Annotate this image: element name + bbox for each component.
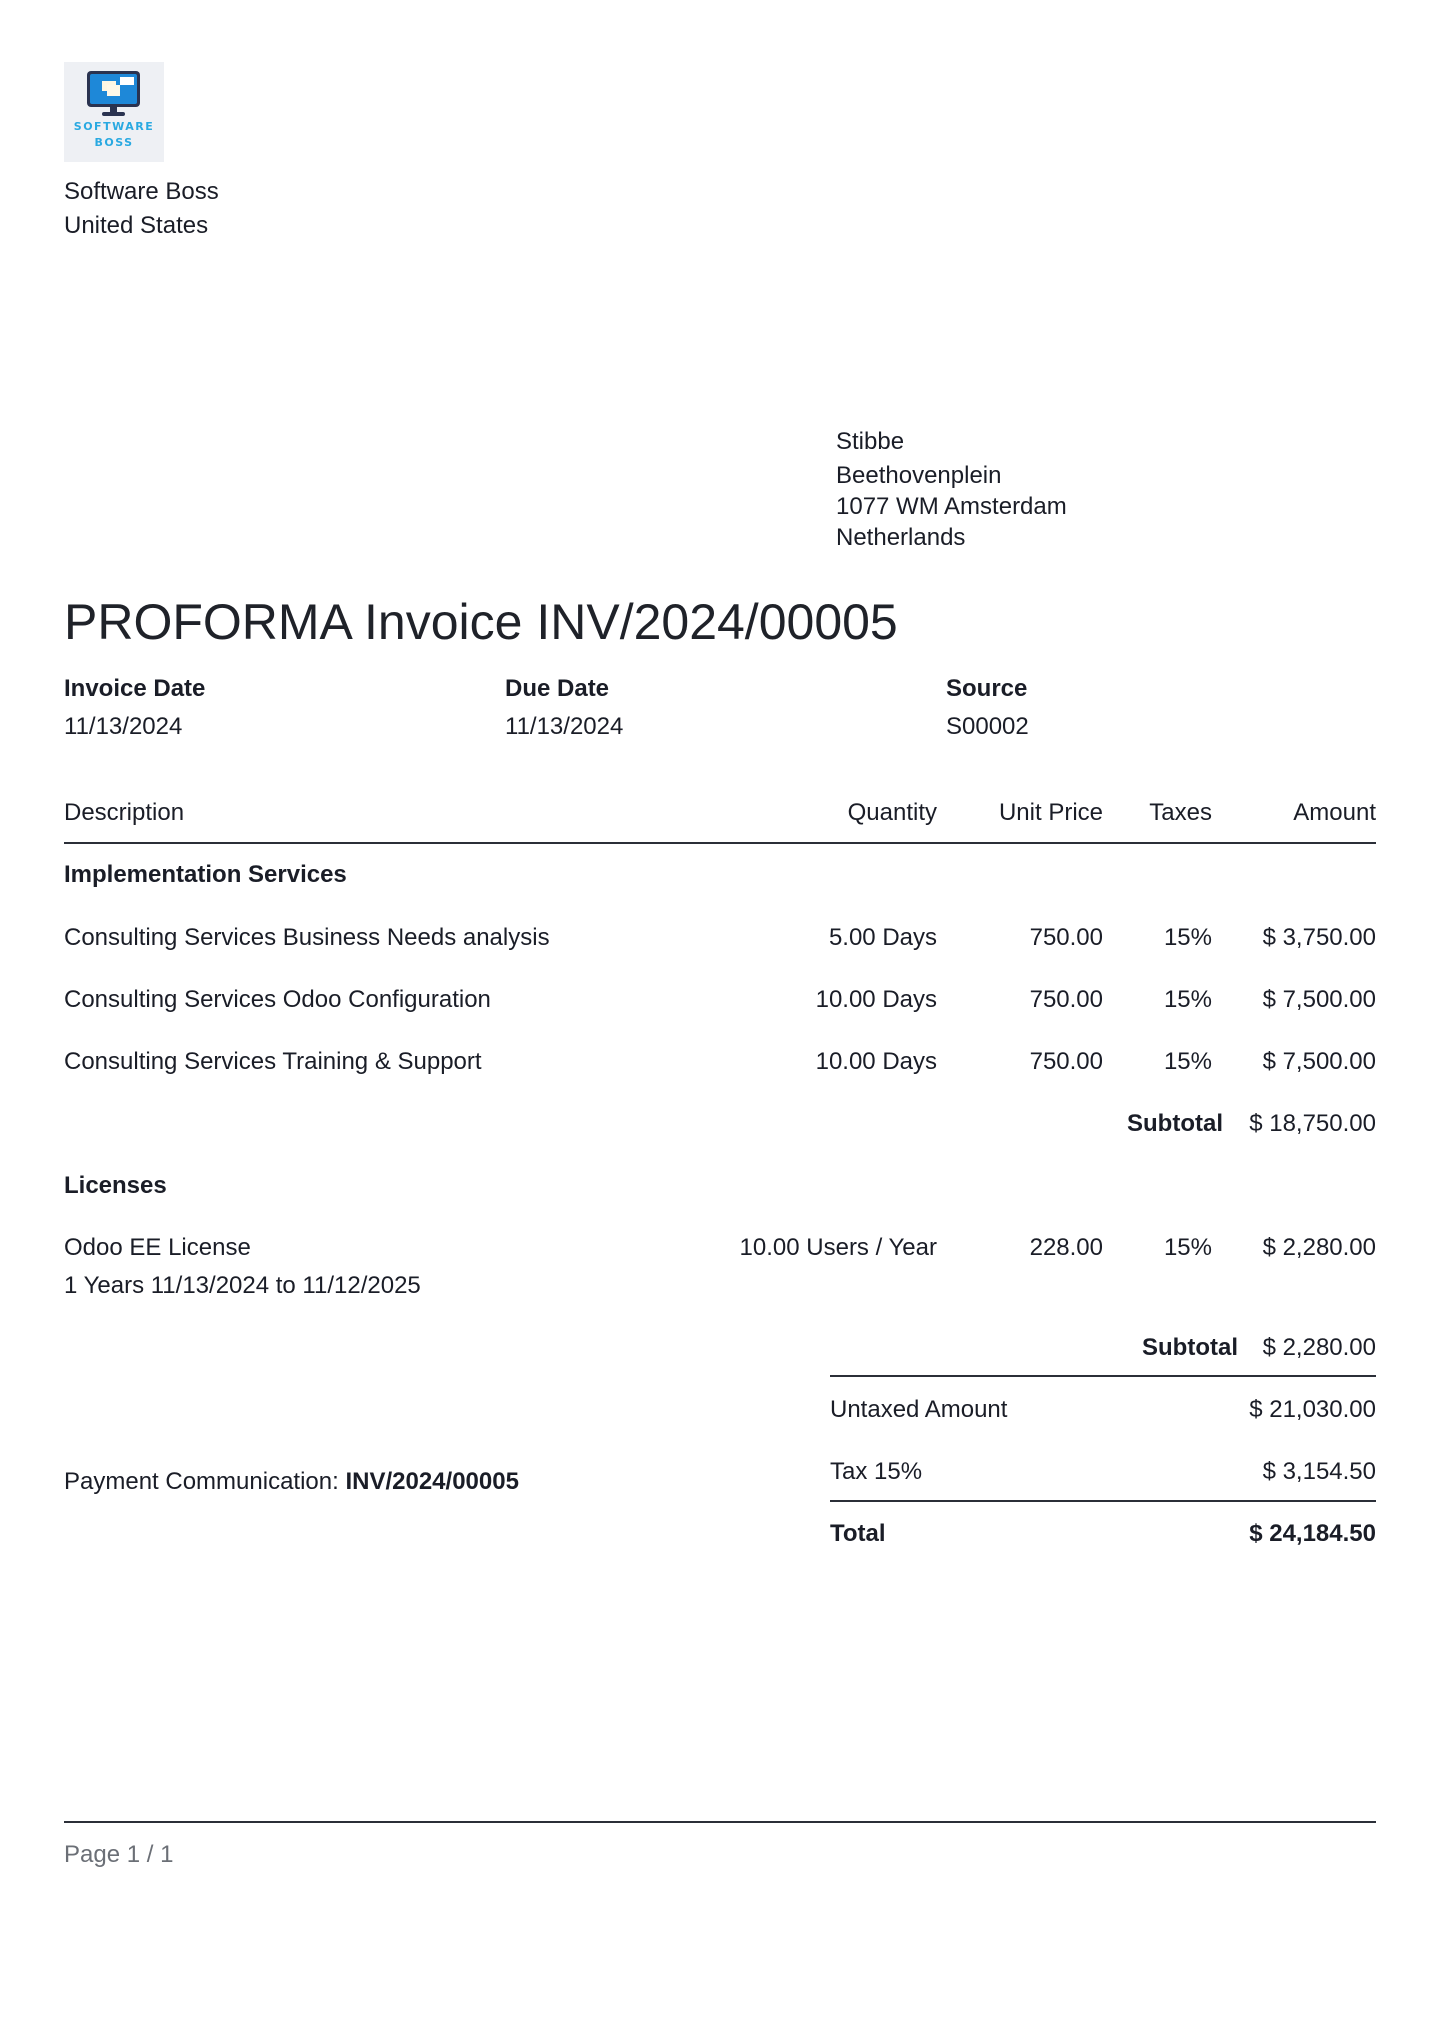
line-quantity: 10.00 Days xyxy=(815,986,937,1013)
invoice-date-label: Invoice Date xyxy=(64,675,206,702)
section-title: Licenses xyxy=(64,1172,167,1199)
line-amount: $ 2,280.00 xyxy=(1262,1234,1376,1261)
header-unit-price: Unit Price xyxy=(998,799,1103,826)
tax-label: Tax 15% xyxy=(830,1458,923,1485)
page-title: PROFORMA Invoice INV/2024/00005 xyxy=(64,594,898,650)
invoice-date-value: 11/13/2024 xyxy=(64,713,183,740)
company-name: Software Boss xyxy=(64,178,219,205)
header-taxes: Taxes xyxy=(1149,799,1212,826)
subtotal-label: Subtotal xyxy=(1142,1334,1238,1361)
customer-city: 1077 WM Amsterdam xyxy=(836,493,1067,520)
total-divider xyxy=(830,1500,1376,1502)
line-unit-price: 750.00 xyxy=(1029,986,1103,1013)
total-value: $ 24,184.50 xyxy=(1249,1520,1376,1547)
line-unit-price: 750.00 xyxy=(1029,1048,1103,1075)
line-description: Consulting Services Business Needs analysis xyxy=(64,924,550,951)
line-amount: $ 3,750.00 xyxy=(1262,924,1376,951)
line-description: Consulting Services Odoo Configuration xyxy=(64,986,491,1013)
untaxed-value: $ 21,030.00 xyxy=(1249,1396,1376,1423)
line-unit-price: 228.00 xyxy=(1029,1234,1103,1261)
due-date-value: 11/13/2024 xyxy=(505,713,624,740)
line-taxes: 15% xyxy=(1163,1048,1212,1075)
header-description: Description xyxy=(64,799,185,826)
customer-street: Beethovenplein xyxy=(836,462,1002,489)
header-amount: Amount xyxy=(1293,799,1376,826)
logo-text-2: BOSS xyxy=(94,136,134,149)
untaxed-label: Untaxed Amount xyxy=(830,1396,1008,1423)
line-quantity: 10.00 Users / Year xyxy=(739,1234,937,1261)
line-unit-price: 750.00 xyxy=(1029,924,1103,951)
source-value: S00002 xyxy=(946,713,1029,740)
header-divider xyxy=(64,842,1376,844)
line-taxes: 15% xyxy=(1163,1234,1212,1261)
subtotal-value: $ 18,750.00 xyxy=(1249,1110,1376,1137)
section-title: Implementation Services xyxy=(64,861,347,888)
customer-name: Stibbe xyxy=(836,428,905,455)
line-quantity: 5.00 Days xyxy=(828,924,937,951)
line-description: Odoo EE License xyxy=(64,1234,251,1261)
page-number: Page 1 / 1 xyxy=(64,1841,174,1868)
monitor-icon xyxy=(64,62,164,162)
totals-divider xyxy=(830,1375,1376,1377)
line-description-detail: 1 Years 11/13/2024 to 11/12/2025 xyxy=(64,1272,421,1299)
tax-value: $ 3,154.50 xyxy=(1262,1458,1376,1485)
customer-country: Netherlands xyxy=(836,524,966,551)
due-date-label: Due Date xyxy=(505,675,610,702)
line-taxes: 15% xyxy=(1163,986,1212,1013)
subtotal-label: Subtotal xyxy=(1127,1110,1223,1137)
header-quantity: Quantity xyxy=(847,799,937,826)
source-label: Source xyxy=(946,675,1028,702)
subtotal-value: $ 2,280.00 xyxy=(1262,1334,1376,1361)
company-country: United States xyxy=(64,212,209,239)
line-quantity: 10.00 Days xyxy=(815,1048,937,1075)
line-description: Consulting Services Training & Support xyxy=(64,1048,482,1075)
line-taxes: 15% xyxy=(1163,924,1212,951)
logo-text-1: SOFTWARE xyxy=(73,120,155,133)
payment-reference: INV/2024/00005 xyxy=(345,1468,519,1495)
total-label: Total xyxy=(830,1520,886,1547)
line-amount: $ 7,500.00 xyxy=(1262,1048,1376,1075)
payment-communication xyxy=(64,1470,519,1494)
line-amount: $ 7,500.00 xyxy=(1262,986,1376,1013)
footer-divider xyxy=(64,1821,1376,1823)
payment-label: Payment Communication: xyxy=(64,1468,339,1495)
company-logo xyxy=(64,62,164,162)
